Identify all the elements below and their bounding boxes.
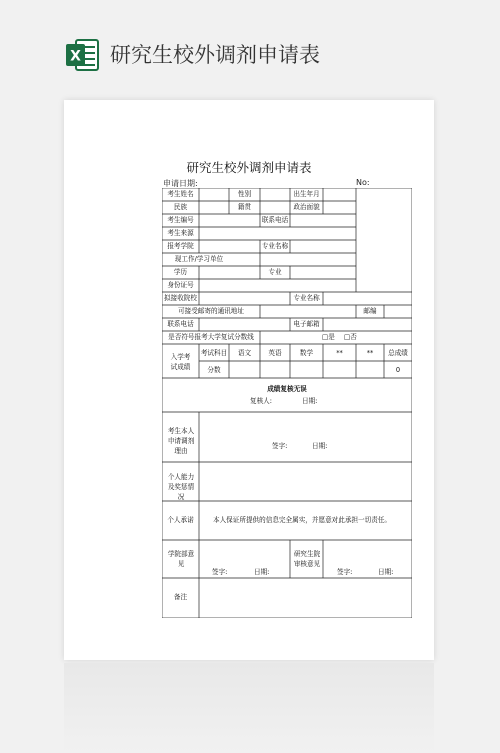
- form-title: 研究生校外调剂申请表: [186, 160, 312, 175]
- birth-label: 出生年月: [293, 190, 320, 198]
- subject-5: **: [366, 349, 374, 357]
- review-title: 成绩复核无误: [267, 385, 307, 393]
- exam-id-label: 考生编号: [167, 216, 194, 224]
- form-grid-lines: [162, 188, 412, 618]
- reason-sign-label: 签字:: [272, 442, 288, 450]
- app-header: [0, 0, 500, 100]
- svg-text:X: X: [70, 48, 81, 65]
- college-sign-label: 签字:: [212, 568, 228, 576]
- page-title: 研究生校外调剂申请表: [110, 43, 320, 67]
- mail-address-label: 可接受邮寄的通讯地址: [178, 307, 244, 315]
- excel-icon: [64, 37, 100, 73]
- email-label: 电子邮箱: [293, 320, 320, 328]
- promise-text: 本人保证所提供的信息完全属实，并愿意对此承担一切责任。: [213, 516, 392, 524]
- native-place-label: 籍贯: [237, 203, 252, 211]
- education-label: 学历: [173, 268, 188, 276]
- number-label: No:: [356, 178, 370, 187]
- gender-label: 性别: [237, 190, 252, 198]
- total-score-header: 总成绩: [388, 349, 408, 357]
- applied-school-label: 报考学院: [167, 242, 194, 250]
- retest-line-label: 是否符号报考大学复试分数线: [168, 333, 254, 341]
- grad-school-opinion-label: 研究生院审核意见: [293, 550, 321, 568]
- grad-date-label: 日期:: [378, 568, 394, 576]
- reason-label: 考生本人申请调剂理由: [167, 427, 195, 455]
- remark-label: 备注: [173, 593, 188, 601]
- source-label: 考生来源: [167, 229, 194, 237]
- college-date-label: 日期:: [254, 568, 270, 576]
- page-reflection: [64, 663, 434, 753]
- no-checkbox[interactable]: □否: [344, 333, 357, 341]
- receiving-school-label: 拟接收院校: [164, 294, 197, 302]
- college-opinion-label: 学院部意见: [167, 550, 195, 568]
- major-label: 专业: [268, 268, 282, 276]
- apply-date-label: 申请日期:: [163, 179, 198, 188]
- major-name-label-2: 专业名称: [293, 294, 320, 302]
- yes-checkbox[interactable]: □是: [322, 333, 335, 341]
- exam-scores-label: 入学考试成绩: [170, 353, 191, 371]
- subject-3: 数学: [299, 349, 314, 357]
- id-number-label: 身份证号: [167, 281, 194, 289]
- grad-sign-label: 签字:: [337, 568, 353, 576]
- reason-date-label: 日期:: [312, 442, 328, 450]
- score-header: 分数: [207, 366, 221, 374]
- application-form-table: [162, 188, 412, 618]
- phone-label: 联系电话: [261, 216, 289, 224]
- subject-header: 考试科目: [200, 349, 228, 357]
- document-page: [64, 100, 434, 660]
- work-unit-label: 现工作/学习单位: [174, 255, 224, 263]
- subject-2: 英语: [268, 349, 282, 357]
- major-name-label: 专业名称: [261, 242, 289, 250]
- political-label: 政治面貌: [293, 203, 320, 211]
- subject-4: **: [336, 349, 343, 357]
- review-date-label: 日期:: [302, 397, 318, 405]
- postcode-label: 邮编: [363, 307, 377, 315]
- total-score-value[interactable]: 0: [395, 366, 401, 374]
- name-label: 考生姓名: [167, 190, 194, 198]
- phone-label-2: 联系电话: [167, 320, 194, 328]
- subject-1: 语文: [237, 349, 252, 357]
- promise-label: 个人承诺: [167, 516, 194, 524]
- ability-label: 个人能力及奖惩情况: [167, 473, 195, 501]
- reviewer-label: 复核人:: [250, 397, 273, 405]
- ethnicity-label: 民族: [173, 203, 188, 211]
